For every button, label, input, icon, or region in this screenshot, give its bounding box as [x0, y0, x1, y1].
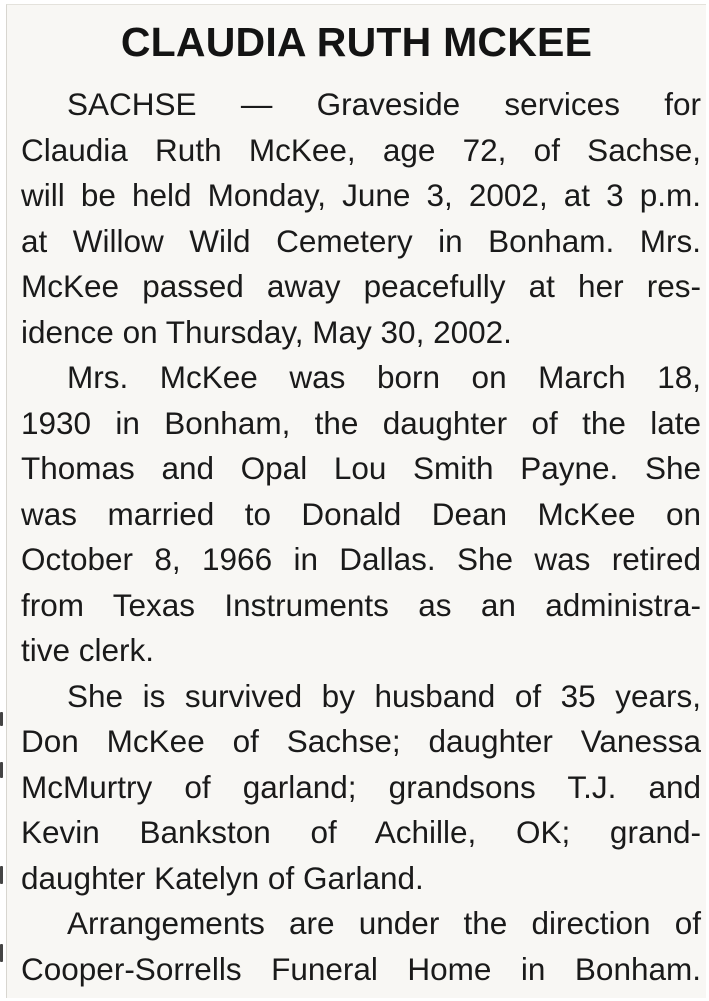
scan-edge-mark [0, 762, 3, 778]
text-line: She is survived by husband of 35 years, [67, 677, 701, 714]
text-line: Thomas and Opal Lou Smith Payne. She [21, 450, 701, 486]
text-line: from Texas Instruments as an administra- [21, 586, 701, 623]
scan-edge-mark [0, 712, 3, 726]
scan-edge-mark [0, 944, 3, 962]
obituary-clipping [6, 4, 706, 998]
text-line: Don McKee of Sachse; daughter Vanessa [21, 723, 701, 759]
text-line: Mrs. McKee was born on March 18, [67, 359, 701, 395]
text-line: McMurtry of garland; grandsons T.J. and [21, 768, 701, 805]
text-line: Kevin Bankston of Achille, OK; grand- [21, 814, 701, 850]
text-line: Arrangements are under the direction of [67, 905, 701, 941]
text-line: tive clerk. [21, 632, 155, 668]
text-line: McKee passed away peacefully at her res- [21, 268, 701, 304]
obituary-title: CLAUDIA RUTH MCKEE [120, 19, 593, 65]
scan-edge-mark [0, 866, 3, 884]
text-line: will be held Monday, June 3, 2002, at 3 p.m. [21, 177, 701, 213]
text-line: October 8, 1966 in Dallas. She was retired [21, 541, 701, 577]
text-line: at Willow Wild Cemetery in Bonham. Mrs. [21, 222, 701, 259]
text-line: SACHSE — Graveside services for [67, 86, 701, 122]
obituary-body [21, 82, 701, 992]
text-line: Claudia Ruth McKee, age 72, of Sachse, [21, 131, 701, 168]
text-line: idence on Thursday, May 30, 2002. [21, 313, 512, 350]
text-line: was married to Donald Dean McKee on [21, 495, 701, 532]
text-line: daughter Katelyn of Garland. [21, 859, 424, 896]
text-line: Cooper-Sorrells Funeral Home in Bonham. [21, 950, 701, 987]
text-line: 1930 in Bonham, the daughter of the late [21, 404, 701, 441]
